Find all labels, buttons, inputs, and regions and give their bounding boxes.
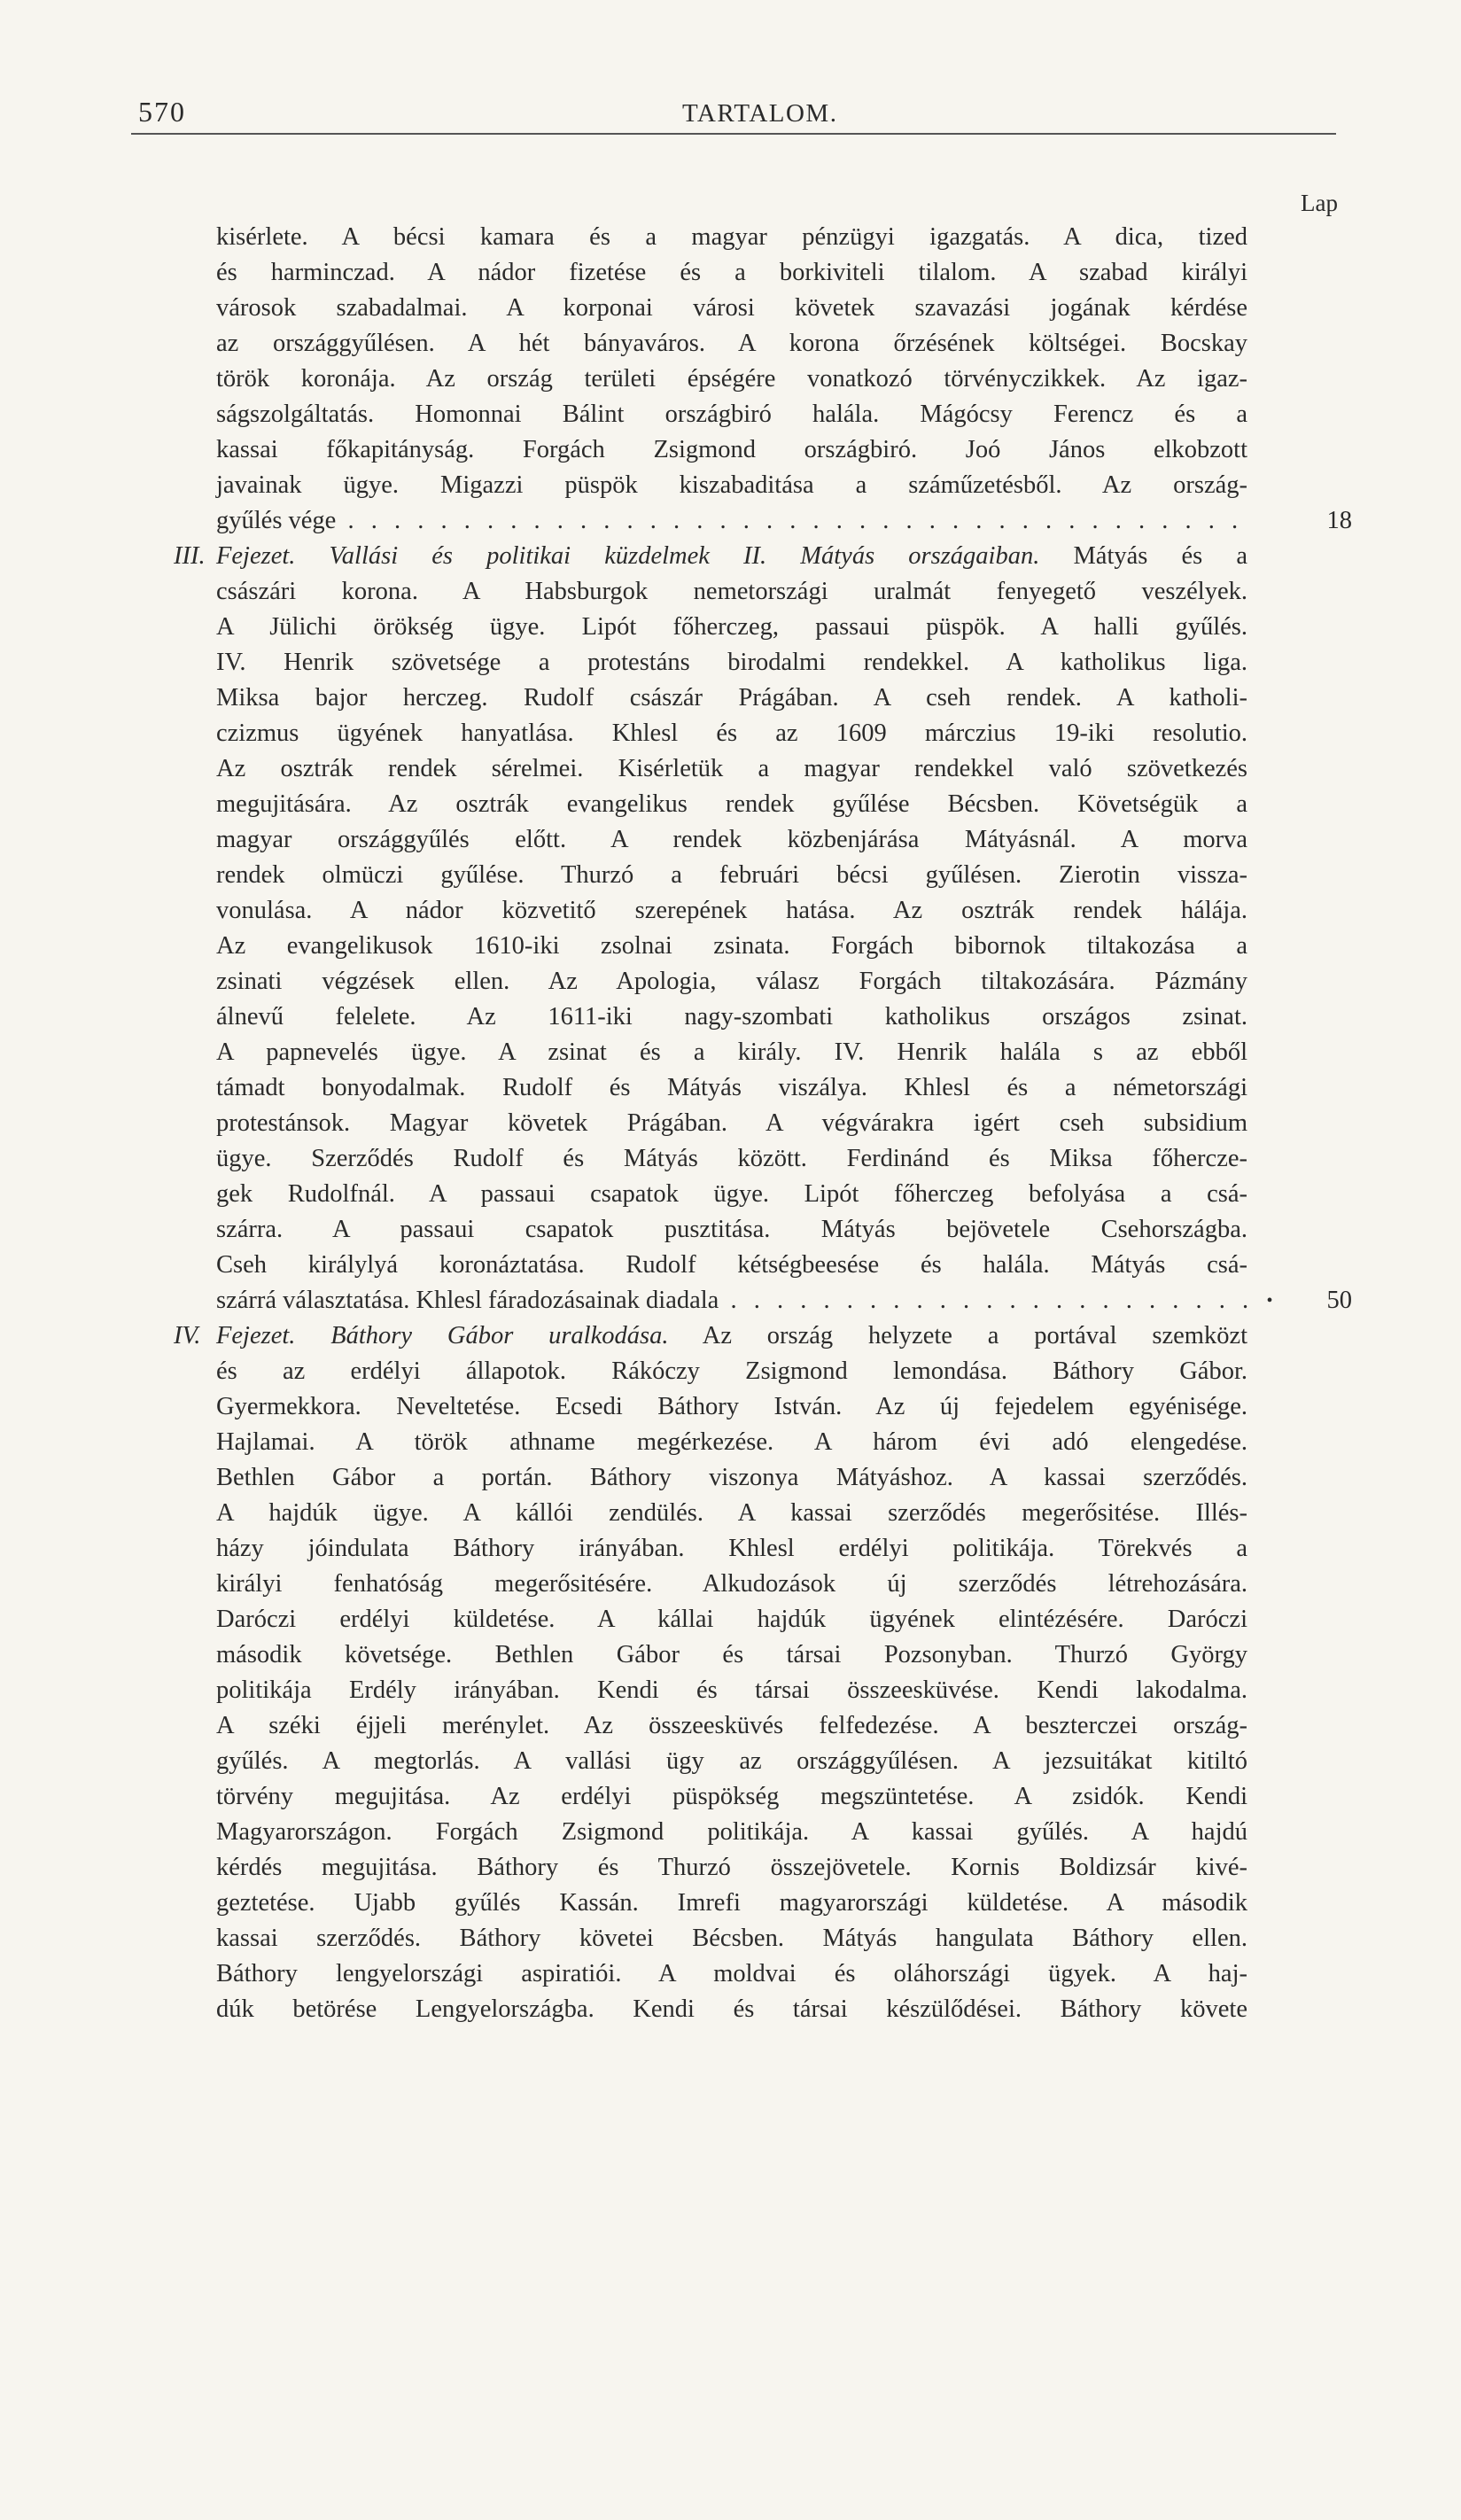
toc-line <box>131 964 1372 999</box>
toc-line <box>131 1035 1372 1070</box>
toc-line-text: kassai szerződés. Báthory követei Bécsben. Mátyás hangulata Báthory ellen. <box>216 1925 1247 1952</box>
toc-line <box>131 397 1372 432</box>
toc-line-text: császári korona. A Habsburgok nemetországi uralmát fenyegető veszélyek. <box>216 578 1247 605</box>
toc-line-text: Bethlen Gábor a portán. Báthory viszonya Mátyáshoz. A kassai szerződés. <box>216 1464 1247 1491</box>
toc-line <box>131 1815 1372 1850</box>
toc-line <box>131 645 1372 681</box>
toc-line <box>131 893 1372 929</box>
toc-line <box>131 1496 1372 1531</box>
toc-line <box>131 929 1372 964</box>
toc-line-text: geztetése. Ujabb gyűlés Kassán. Imrefi magyarországi küldetése. A második <box>216 1889 1247 1917</box>
toc-line-text: politikája Erdély irányában. Kendi és társai összeesküvése. Kendi lakodalma. <box>216 1676 1247 1704</box>
toc-line <box>131 1425 1372 1460</box>
toc-line <box>131 1992 1372 2027</box>
toc-line-text: zsinati végzések ellen. Az Apologia, válasz Forgách tiltakozására. Pázmány <box>216 968 1247 995</box>
toc-line-text: magyar országgyűlés előtt. A rendek közbenjárása Mátyásnál. A morva <box>216 826 1247 853</box>
toc-line-text: Magyarországon. Forgách Zsigmond politikája. A kassai gyűlés. A hajdú <box>216 1818 1247 1846</box>
toc-line-text: Az evangelikusok 1610-iki zsolnai zsinata. Forgách bibornok tiltakozása a <box>216 932 1247 960</box>
chapter-numeral: III. <box>174 542 206 570</box>
toc-line <box>131 751 1372 787</box>
toc-line-text: és harminczad. A nádor fizetése és a borkiviteli tilalom. A szabad királyi <box>216 259 1247 286</box>
toc-line <box>131 326 1372 362</box>
toc-line-text: Daróczi erdélyi küldetése. A kállai hajdúk ügyének elintézésére. Daróczi <box>216 1606 1247 1633</box>
toc-line-text: álnevű felelete. Az 1611-iki nagy-szombati katholikus országos zsinat. <box>216 1003 1247 1031</box>
toc-line <box>131 1106 1372 1141</box>
toc-line <box>131 1318 1372 1354</box>
toc-line <box>131 1850 1372 1886</box>
toc-line-text: rendek olmüczi gyűlése. Thurzó a februári bécsi gyűlésen. Zierotin vissza- <box>216 861 1247 889</box>
toc-line <box>131 610 1372 645</box>
toc-line-text: törvény megujitása. Az erdélyi püspökség megszüntetése. A zsidók. Kendi <box>216 1783 1247 1810</box>
toc-line-text: és az erdélyi állapotok. Rákóczy Zsigmond lemondása. Báthory Gábor. <box>216 1357 1247 1385</box>
toc-line-text: vonulása. A nádor közvetitő szerepének hatása. Az osztrák rendek hálája. <box>216 897 1247 924</box>
toc-line-text: gyűlés. A megtorlás. A vallási ügy az országgyűlésen. A jezsuitákat kitiltó <box>216 1747 1247 1775</box>
toc-line <box>131 1460 1372 1496</box>
toc-line <box>131 1177 1372 1212</box>
toc-line <box>131 1744 1372 1779</box>
toc-line <box>131 220 1372 255</box>
toc-line-text: kisérlete. A bécsi kamara és a magyar pénzügyi igazgatás. A dica, tized <box>216 223 1247 251</box>
toc-line <box>131 432 1372 468</box>
toc-line-text: IV. Henrik szövetsége a protestáns birodalmi rendekkel. A katholikus liga. <box>216 649 1247 676</box>
toc-line-text: javainak ügye. Migazzi püspök kiszabaditása a száműzetésből. Az ország- <box>216 471 1247 499</box>
toc-line <box>131 1283 1372 1318</box>
toc-line-text: szárra. A passaui csapatok pusztitása. Mátyás bejövetele Csehországba. <box>216 1216 1247 1243</box>
toc-line-text: protestánsok. Magyar követek Prágában. A végvárakra igért cseh subsidium <box>216 1109 1247 1137</box>
toc-line <box>131 716 1372 751</box>
toc-page-number: 50 <box>1326 1287 1352 1314</box>
toc-line <box>131 362 1372 397</box>
toc-line-text: második követsége. Bethlen Gábor és társai Pozsonyban. Thurzó György <box>216 1641 1247 1668</box>
toc-line-text: Hajlamai. A török athname megérkezése. A három évi adó elengedése. <box>216 1428 1247 1456</box>
toc-line <box>131 1708 1372 1744</box>
chapter-numeral: IV. <box>174 1322 201 1349</box>
toc-line <box>131 1673 1372 1708</box>
page-header <box>131 96 1336 135</box>
toc-line <box>131 1248 1372 1283</box>
toc-line <box>131 858 1372 893</box>
toc-line <box>131 1354 1372 1389</box>
toc-line-text: Az osztrák rendek sérelmei. Kisérletük a magyar rendekkel való szövetkezés <box>216 755 1247 782</box>
toc-line <box>131 1212 1372 1248</box>
toc-line-text: ságszolgáltatás. Homonnai Bálint országbiró halála. Mágócsy Ferencz és a <box>216 401 1247 428</box>
toc-line <box>131 539 1372 574</box>
toc-line <box>131 999 1372 1035</box>
toc-line-text: gyűlés vége . . . <box>216 503 1247 539</box>
toc-line <box>131 503 1372 539</box>
toc-line <box>131 574 1372 610</box>
running-title: TARTALOM. <box>682 99 838 128</box>
toc-line <box>131 1389 1372 1425</box>
section-iv <box>131 1318 1372 2027</box>
toc-line <box>131 1779 1372 1815</box>
toc-line <box>131 1921 1372 1956</box>
toc-page-number: 18 <box>1326 507 1352 534</box>
chapter-heading-rest: Az ország helyzete a portával szemközt <box>702 1322 1248 1349</box>
toc-line-text: Miksa bajor herczeg. Rudolf császár Prágában. A cseh rendek. A katholi- <box>216 684 1247 712</box>
toc-line <box>131 1956 1372 1992</box>
toc-line-text: városok szabadalmai. A korponai városi követek szavazási jogának kérdése <box>216 294 1247 322</box>
toc-line <box>131 1637 1372 1673</box>
toc-line-text: kassai főkapitányság. Forgách Zsigmond országbiró. Joó János elkobzott <box>216 436 1247 463</box>
toc-line-text: szárrá választatása. Khlesl fáradozásainak diadala . . . <box>216 1283 1247 1318</box>
page-number: 570 <box>138 96 186 128</box>
toc-line-text: az országgyűlésen. A hét bányaváros. A korona őrzésének költségei. Bocskay <box>216 330 1247 357</box>
margin-marker: • <box>1266 1291 1273 1311</box>
toc-line-text: Cseh királylyá koronáztatása. Rudolf kétségbeesése és halála. Mátyás csá- <box>216 1251 1247 1279</box>
toc-line-text: dúk betörése Lengyelországba. Kendi és társai készülődései. Báthory követe <box>216 1995 1247 2023</box>
chapter-heading-rest: Mátyás és a <box>1073 542 1247 570</box>
lap-column-label: Lap <box>1301 190 1338 216</box>
header-rule <box>131 133 1336 135</box>
toc-line <box>131 681 1372 716</box>
chapter-heading: Fejezet. Vallási és politikai küzdelmek II. Mátyás országaiban. <box>216 542 1040 570</box>
toc-line-text: királyi fenhatóság megerősitésére. Alkudozások új szerződés létrehozására. <box>216 1570 1247 1598</box>
toc-line-text: A Jülichi örökség ügye. Lipót főherczeg, passaui püspök. A halli gyűlés. <box>216 613 1247 641</box>
toc-line-text: A papnevelés ügye. A zsinat és a király. IV. Henrik halála s az ebből <box>216 1038 1247 1066</box>
table-of-contents <box>131 220 1372 2027</box>
toc-line <box>131 468 1372 503</box>
toc-line <box>131 1602 1372 1637</box>
toc-line-text: ügye. Szerződés Rudolf és Mátyás között. Ferdinánd és Miksa főhercze- <box>216 1145 1247 1172</box>
toc-line <box>131 1567 1372 1602</box>
toc-line-text: támadt bonyodalmak. Rudolf és Mátyás viszálya. Khlesl és a németországi <box>216 1074 1247 1101</box>
toc-line-text: megujitására. Az osztrák evangelikus rendek gyűlése Bécsben. Követségük a <box>216 790 1247 818</box>
section-iii <box>131 539 1372 1318</box>
toc-line-text: kérdés megujitása. Báthory és Thurzó összejövetele. Kornis Boldizsár kivé- <box>216 1854 1247 1881</box>
chapter-first-line <box>216 539 1247 574</box>
toc-line-text: gek Rudolfnál. A passaui csapatok ügye. Lipót főherczeg befolyása a csá- <box>216 1180 1247 1208</box>
toc-line-text: török koronája. Az ország területi épségére vonatkozó törvényczikkek. Az igaz- <box>216 365 1247 393</box>
chapter-heading: Fejezet. Báthory Gábor uralkodása. <box>216 1322 669 1349</box>
toc-line-text: A széki éjjeli merénylet. Az összeesküvés felfedezése. A beszterczei ország- <box>216 1712 1247 1739</box>
toc-line-text: A hajdúk ügye. A kállói zendülés. A kassai szerződés megerősitése. Illés- <box>216 1499 1247 1527</box>
toc-line <box>131 787 1372 822</box>
toc-line <box>131 1531 1372 1567</box>
section-ii-continued <box>131 220 1372 539</box>
toc-line-text: czizmus ügyének hanyatlása. Khlesl és az 1609 márczius 19-iki resolutio. <box>216 719 1247 747</box>
toc-line <box>131 1886 1372 1921</box>
toc-line <box>131 822 1372 858</box>
toc-line <box>131 255 1372 291</box>
toc-line-text: Gyermekkora. Neveltetése. Ecsedi Báthory István. Az új fejedelem egyénisége. <box>216 1393 1247 1420</box>
toc-line <box>131 291 1372 326</box>
chapter-first-line <box>216 1318 1247 1354</box>
toc-line <box>131 1070 1372 1106</box>
toc-line-text: házy jóindulata Báthory irányában. Khlesl erdélyi politikája. Törekvés a <box>216 1535 1247 1562</box>
toc-line <box>131 1141 1372 1177</box>
toc-line-text: Báthory lengyelországi aspiratiói. A moldvai és oláhországi ügyek. A haj- <box>216 1960 1247 1987</box>
